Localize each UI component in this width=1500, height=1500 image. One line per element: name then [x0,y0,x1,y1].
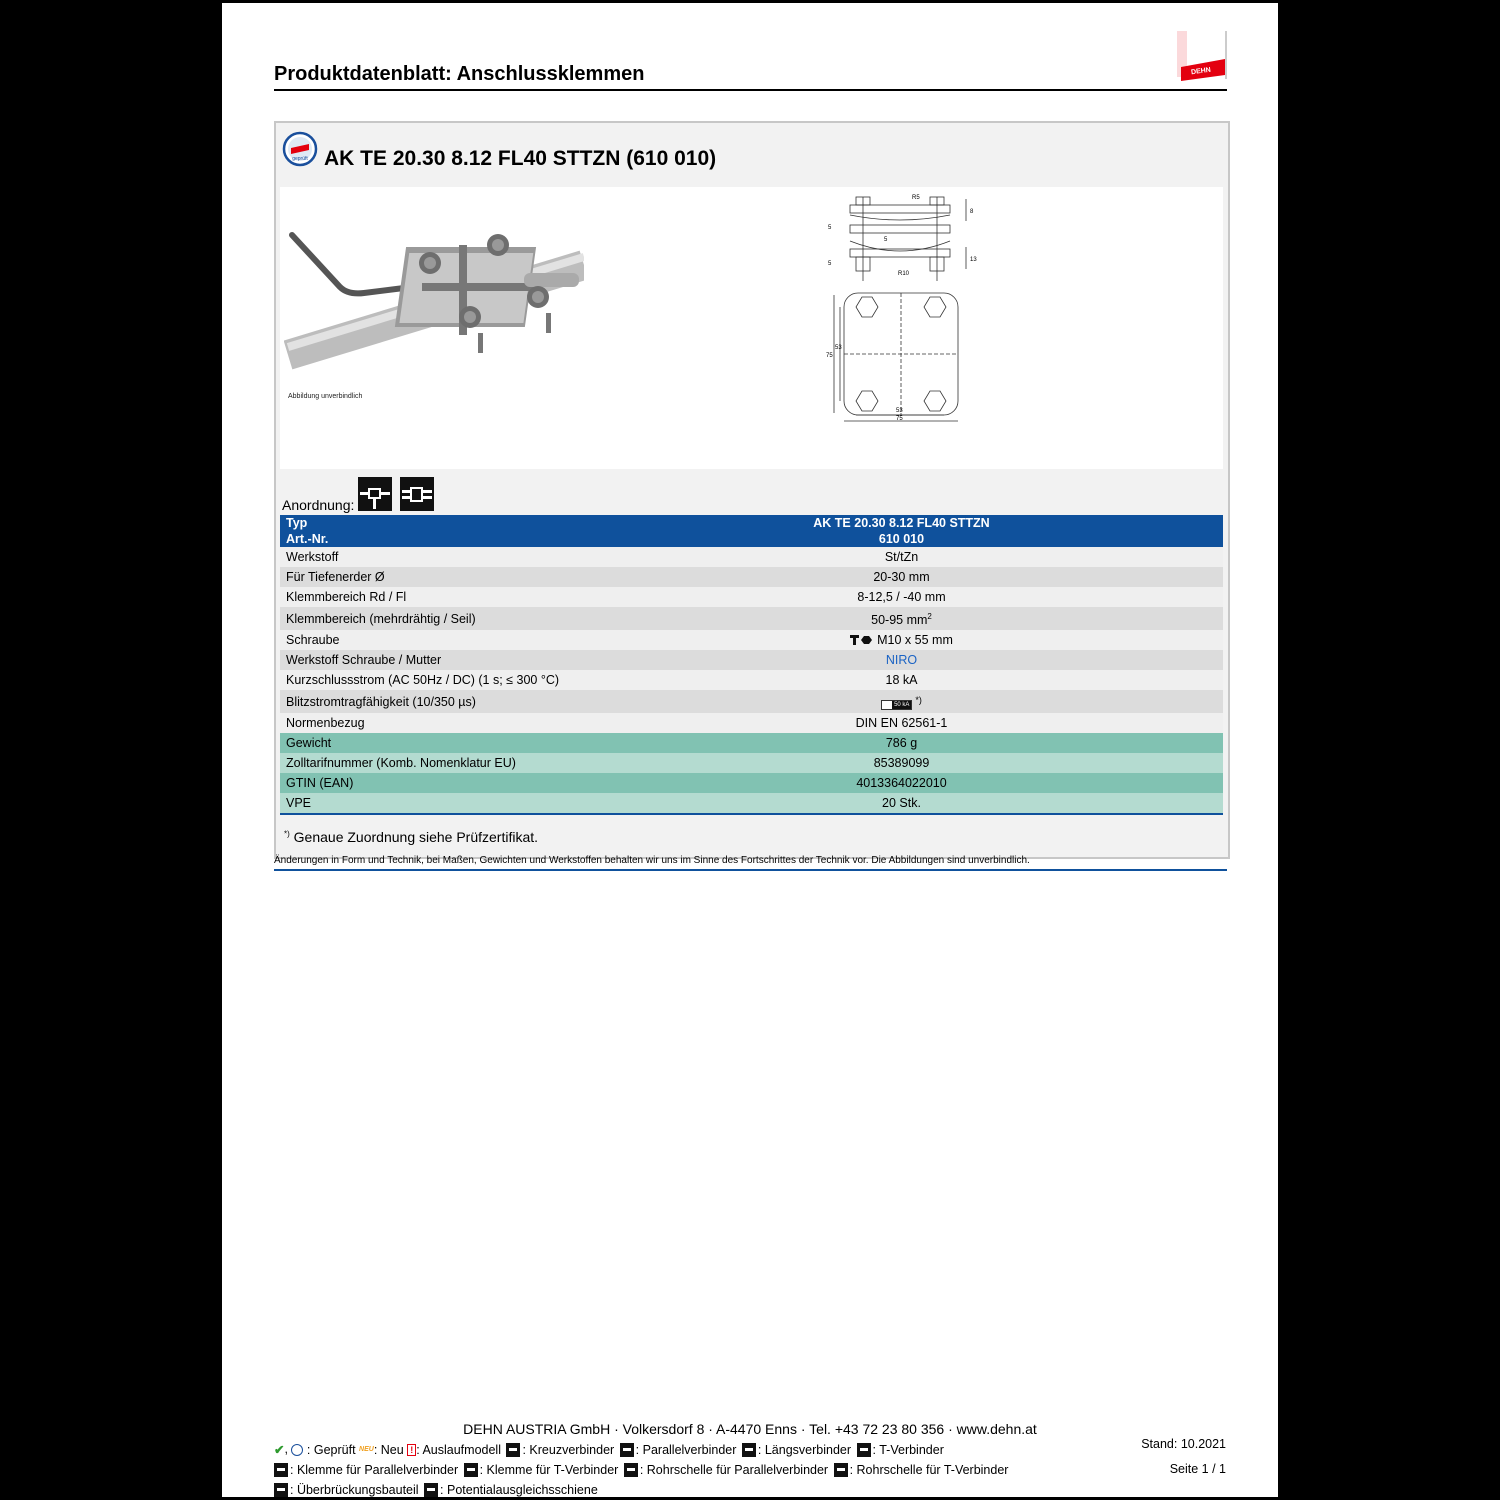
spec-value: 4013364022010 [580,773,1223,793]
svg-text:53: 53 [896,408,903,414]
spec-label: Normenbezug [280,713,580,733]
dehn-logo-icon [1177,31,1227,81]
legend-line-2 [274,1462,1008,1477]
spec-value: NIRO [885,653,918,668]
svg-text:5: 5 [828,261,832,267]
svg-text:53: 53 [835,345,842,351]
table-row [280,607,1223,630]
table-row [280,587,1223,607]
disclaimer-divider [274,869,1227,871]
lightning-badge-value: 50 kA [894,702,910,709]
cross-connector-icon [506,1443,520,1457]
footnote-mark: *) [284,829,290,839]
legend-t: : T-Verbinder [872,1442,944,1457]
spec-label: Werkstoff [280,547,580,567]
spec-value-wrap [580,607,1223,630]
pipe-clamp-t-icon [834,1463,848,1477]
table-row [280,773,1223,793]
spec-label: Typ [280,515,580,531]
legend-pipe-t: : Rohrschelle für T-Verbinder [849,1462,1009,1477]
spec-label: Blitzstromtragfähigkeit (10/350 µs) [280,690,580,713]
svg-text:R5: R5 [912,195,920,201]
spec-table [280,515,1223,815]
table-row [280,567,1223,587]
company-address: DEHN AUSTRIA GmbH · Volkersdorf 8 · A-4470 Enns · Tel. +43 72 23 80 356 · www.dehn.at [463,1421,1037,1437]
table-row [280,650,1223,670]
svg-text:8: 8 [970,209,974,215]
spec-value: 610 010 [580,531,1223,547]
table-row [280,515,1223,531]
svg-text:geprüft: geprüft [292,156,308,162]
hex-screw-nut-icon [850,635,874,645]
spec-value-wrap [580,690,1223,713]
bridging-component-icon [274,1483,288,1497]
spec-label: Zolltarifnummer (Komb. Nomenklatur EU) [280,753,580,773]
spec-label: Für Tiefenerder Ø [280,567,580,587]
svg-text:75: 75 [826,353,833,359]
photo-caption: Abbildung unverbindlich [288,393,363,400]
spec-value-wrap [580,630,1223,650]
unit-superscript: 2 [927,612,932,621]
product-card [274,121,1230,859]
parallel-connector-icon [620,1443,634,1457]
spec-value: 8-12,5 / -40 mm [580,587,1223,607]
spec-value: AK TE 20.30 8.12 FL40 STTZN [580,515,1223,531]
legend-longitudinal: : Längsverbinder [757,1442,852,1457]
spec-value: DIN EN 62561-1 [580,713,1223,733]
legend-parallel: : Parallelverbinder [635,1442,737,1457]
spec-label: Klemmbereich Rd / Fl [280,587,580,607]
spec-value: 786 g [580,733,1223,753]
svg-text:5: 5 [828,225,832,231]
legend-tested: : Geprüft [306,1442,356,1457]
svg-text:DEHN: DEHN [1190,66,1212,77]
page-number: Seite 1 / 1 [1169,1462,1226,1476]
table-row [280,547,1223,567]
tested-seal-icon [282,131,318,167]
t-clamp-icon [464,1463,478,1477]
parallel-connector-arrangement-icon [400,477,434,511]
tested-seal-icon [291,1444,303,1456]
arrangement-label: Anordnung: [282,497,355,513]
legend-new: : Neu [373,1442,404,1457]
equipotential-bar-icon [424,1483,438,1497]
spec-value: 85389099 [580,753,1223,773]
datasheet-page [222,3,1278,1497]
footnote [284,829,538,845]
spec-value: 18 kA [580,670,1223,690]
spec-value: 20 Stk. [580,793,1223,814]
legend-discontinued: : Auslaufmodell [416,1442,501,1457]
spec-value: *) [915,695,922,706]
table-row [280,630,1223,650]
product-title: AK TE 20.30 8.12 FL40 STTZN (610 010) [324,147,717,170]
checkmark-icon: ✔ [274,1443,285,1458]
svg-text:13: 13 [970,257,977,263]
parallel-clamp-icon [274,1463,288,1477]
page-title: Produktdatenblatt: Anschlussklemmen [274,63,645,85]
t-connector-arrangement-icon [358,477,392,511]
revision-date: Stand: 10.2021 [1141,1437,1226,1451]
legend-equipotential: : Potentialausgleichsschiene [440,1482,598,1497]
spec-label: GTIN (EAN) [280,773,580,793]
svg-text:5: 5 [884,237,888,243]
legend-t-clamp: : Klemme für T-Verbinder [479,1462,619,1477]
table-row [280,753,1223,773]
spec-label: Klemmbereich (mehrdrähtig / Seil) [280,607,580,630]
legend-line-1: ✔, : Geprüft NEU: Neu ! : Auslaufmodell : Kreuzverbinder : Parallelverbinder : Längsverbinder : T-Verbinder [274,1442,944,1458]
disclaimer: Änderungen in Form und Technik, bei Maßen, Gewichten und Werkstoffen behalten wir uns im Sinne des Fortschrittes der Technik vor. Die Abbildungen sind unverbindlich. [274,855,1030,866]
spec-label: VPE [280,793,580,814]
table-row [280,690,1223,713]
spec-value: 50-95 mm [871,613,928,628]
new-badge-icon: NEU [359,1446,374,1454]
spec-label: Schraube [280,630,580,650]
pipe-clamp-parallel-icon [624,1463,638,1477]
product-media [280,187,1223,469]
table-row [280,793,1223,814]
legend-line-3 [274,1482,598,1497]
spec-value: St/tZn [580,547,1223,567]
table-row [280,713,1223,733]
spec-value-wrap [580,650,1223,670]
title-divider [274,89,1227,91]
spec-label: Kurzschlussstrom (AC 50Hz / DC) (1 s; ≤ 300 °C) [280,670,580,690]
table-row [280,670,1223,690]
table-row [280,733,1223,753]
footnote-text: Genaue Zuordnung siehe Prüfzertifikat. [293,829,539,845]
discontinued-icon: ! [407,1444,416,1456]
spec-label: Gewicht [280,733,580,753]
table-row [280,531,1223,547]
legend-bridging: : Überbrückungsbauteil [290,1482,419,1497]
product-photo [284,205,584,377]
spec-label: Art.-Nr. [280,531,580,547]
spec-value: 20-30 mm [580,567,1223,587]
longitudinal-connector-icon [742,1443,756,1457]
spec-label: Werkstoff Schraube / Mutter [280,650,580,670]
legend-cross: : Kreuzverbinder [522,1442,615,1457]
t-connector-icon [857,1443,871,1457]
lightning-badge-icon [881,700,912,710]
svg-text:75: 75 [896,416,903,422]
legend-parallel-clamp: : Klemme für Parallelverbinder [290,1462,459,1477]
legend-pipe-parallel: : Rohrschelle für Parallelverbinder [639,1462,829,1477]
technical-drawing [826,191,986,423]
svg-text:R10: R10 [898,271,910,277]
spec-value: M10 x 55 mm [877,633,953,648]
